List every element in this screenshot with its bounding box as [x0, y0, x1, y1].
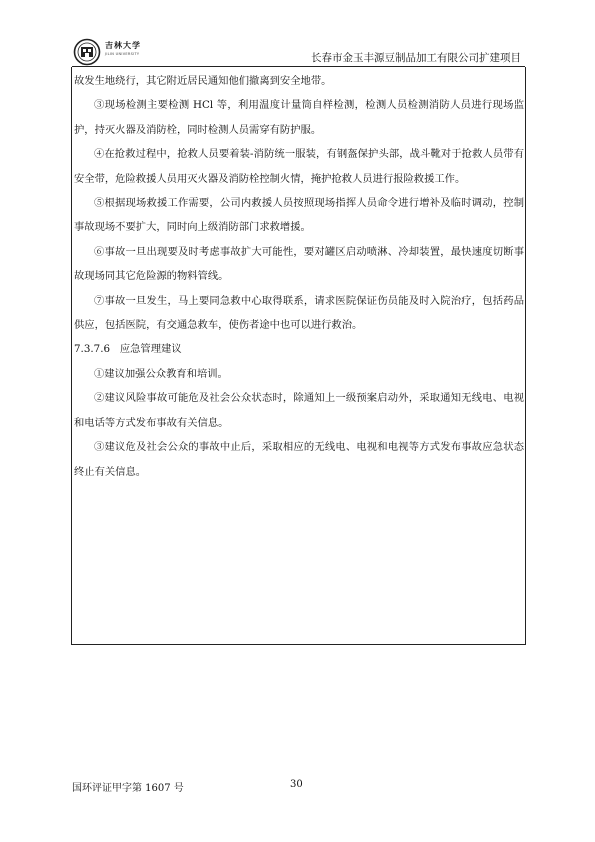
- paragraph: 故发生地绕行，其它附近居民通知他们撤离到安全地带。: [74, 75, 332, 87]
- page-number: 30: [290, 779, 303, 790]
- paragraph: ⑥事故一旦出现要及时考虑事故扩大可能性，要对罐区启动喷淋、冷却装置，最快速度切断事故现场同其它危险源的物料管线。: [74, 245, 524, 283]
- university-logo-icon: [72, 38, 102, 66]
- paragraph: ②建议风险事故可能危及社会公众状态时，除通知上一级预案启动外，采取通知无线电、电视和电话等方式发布事故有关信息。: [74, 392, 524, 429]
- paragraph: ③建议危及社会公众的事故中止后，采取相应的无线电、电视和电视等方式发布事故应急状态终止有关信息。: [74, 441, 524, 478]
- page-header: [72, 38, 523, 66]
- document-body: [74, 69, 524, 484]
- logo-wordmark: 吉林大学: [105, 40, 141, 50]
- paragraph: ③现场检测主要检测 HCl 等，利用温度计量筒自样检测，检测人员检测消防人员进行现场监护，持灭火器及消防栓，同时检测人员需穿有防护服。: [74, 99, 524, 136]
- paragraph: ①建议加强公众教育和培训。: [94, 367, 228, 380]
- project-title: 长春市金玉丰源豆制品加工有限公司扩建项目: [311, 52, 521, 64]
- logo-subtitle: JILIN UNIVERSITY: [105, 52, 140, 56]
- paragraph: ⑦事故一旦发生，马上要同急救中心取得联系，请求医院保证伤员能及时入院治疗，包括药品供应，包括医院，有交通急救车，使伤者途中也可以进行救治。: [74, 294, 524, 332]
- paragraph: ④在抢救过程中，抢救人员要着装-消防统一服装，有钢盔保护头部，战斗靴对于抢救人员带有安全带，危险救援人员用灭火器及消防栓控制火情，掩护抢救人员进行报险救援工作。: [74, 148, 524, 185]
- paragraph: ⑤根据现场救援工作需要，公司内救援人员按照现场指挥人员命令进行增补及临时调动，控制事故现场不要扩大，同时向上级消防部门求救增援。: [74, 197, 524, 234]
- section-heading: 7.3.7.6 应急管理建议: [74, 343, 182, 356]
- certificate-number: 国环评证甲字第 1607 号: [72, 783, 184, 794]
